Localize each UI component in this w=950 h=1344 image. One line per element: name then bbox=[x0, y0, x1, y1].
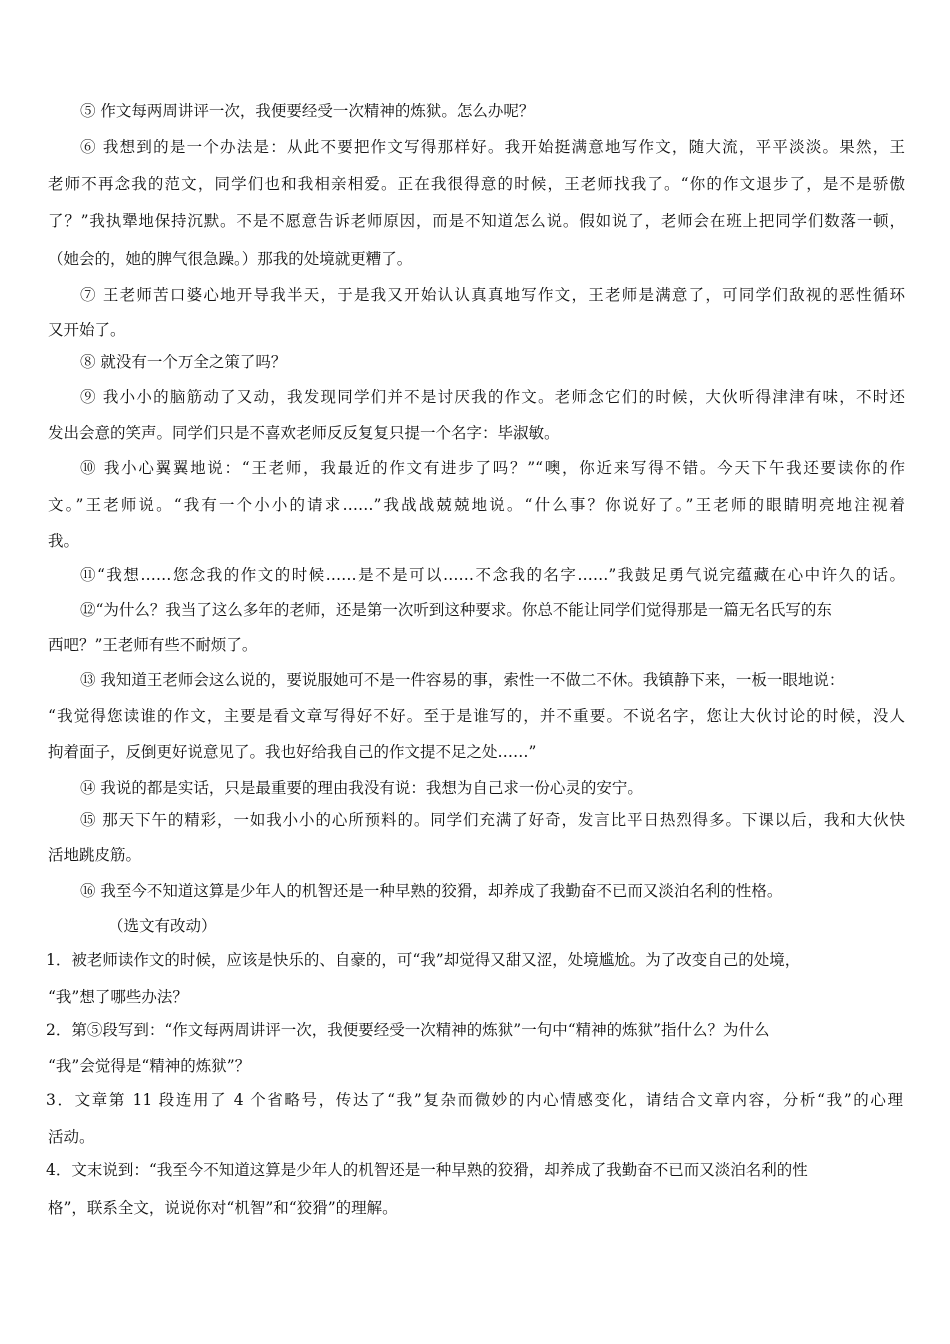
paragraph-line: 活地跳皮筋。 bbox=[48, 846, 142, 864]
paragraph-line: 我。 bbox=[48, 532, 80, 550]
paragraph-line: 又开始了。 bbox=[48, 321, 126, 339]
paragraph-line: “我觉得您读谁的作文，主要是看文章写得好不好。至于是谁写的，并不重要。不说名字，您让大伙讨论的时候，没人 bbox=[48, 707, 905, 725]
paragraph-line: 文。”王老师说。“我有一个小小的请求……”我战战兢兢地说。“什么事？你说好了。”王老师的眼睛明亮地注视着 bbox=[48, 496, 905, 514]
paragraph-line: ⑤ 作文每两周讲评一次，我便要经受一次精神的炼狱。怎么办呢？ bbox=[80, 102, 535, 120]
question-line: 4．文末说到：“我至今不知道这算是少年人的机智还是一种早熟的狡猾，却养成了我勤奋不已而又淡泊名利的性 bbox=[46, 1161, 808, 1179]
paragraph-line: 老师不再念我的范文，同学们也和我相亲相爱。正在我很得意的时候，王老师找我了。“你的作文退步了，是不是骄傲 bbox=[48, 175, 905, 193]
paragraph-line: 西吧？”王老师有些不耐烦了。 bbox=[48, 636, 258, 654]
paragraph-line: 发出会意的笑声。同学们只是不喜欢老师反反复复只提一个名字：毕淑敏。 bbox=[48, 424, 560, 442]
paragraph-line: （她会的，她的脾气很急躁。）那我的处境就更糟了。 bbox=[48, 250, 413, 268]
paragraph-line: ⑯ 我至今不知道这算是少年人的机智还是一种早熟的狡猾，却养成了我勤奋不已而又淡泊名利的性格。 bbox=[80, 882, 783, 900]
question-line: “我”想了哪些办法？ bbox=[48, 988, 188, 1006]
question-line: 2．第⑤段写到：“作文每两周讲评一次，我便要经受一次精神的炼狱”一句中“精神的炼狱”指什么？为什么 bbox=[46, 1021, 770, 1039]
question-line: 格”，联系全文，说说你对“机智”和“狡猾”的理解。 bbox=[48, 1199, 398, 1217]
question-line: 3．文章第 11 段连用了 4 个省略号，传达了“我”复杂而微妙的内心情感变化，请结合文章内容，分析“我”的心理 bbox=[46, 1091, 903, 1109]
paragraph-line: ⑦ 王老师苦口婆心地开导我半天，于是我又开始认认真真地写作文，王老师是满意了，可同学们敌视的恶性循环 bbox=[80, 286, 905, 304]
question-line: “我”会觉得是“精神的炼狱”？ bbox=[48, 1057, 251, 1075]
paragraph-line: 拘着面子，反倒更好说意见了。我也好给我自己的作文提不足之处……” bbox=[48, 743, 537, 761]
paragraph-line: ⑩ 我小心翼翼地说：“王老师，我最近的作文有进步了吗？”“噢，你近来写得不错。今天下午我还要读你的作 bbox=[80, 459, 905, 477]
paragraph-line: 了？”我执犟地保持沉默。不是不愿意告诉老师原因，而是不知道怎么说。假如说了，老师会在班上把同学们数落一顿， bbox=[48, 212, 905, 230]
paragraph-line: ⑬ 我知道王老师会这么说的，要说服她可不是一件容易的事，索性一不做二不休。我镇静下来，一板一眼地说： bbox=[80, 671, 845, 689]
paragraph-line: ⑧ 就没有一个万全之策了吗？ bbox=[80, 353, 287, 371]
question-line: 活动。 bbox=[48, 1128, 95, 1146]
paragraph-line: ⑮ 那天下午的精彩，一如我小小的心所预料的。同学们充满了好奇，发言比平日热烈得多。下课以后，我和大伙快 bbox=[80, 811, 905, 829]
paragraph-line: ⑫“为什么？我当了这么多年的老师，还是第一次听到这种要求。你总不能让同学们觉得那是一篇无名氏写的东 bbox=[80, 601, 832, 619]
paragraph-line: ⑪“我想……您念我的作文的时候……是不是可以……不念我的名字……”我鼓足勇气说完蕴藏在心中许久的话。 bbox=[80, 566, 905, 584]
question-line: 1．被老师读作文的时候，应该是快乐的、自豪的，可“我”却觉得又甜又涩，处境尴尬。为了改变自己的处境， bbox=[46, 951, 801, 969]
source-note: （选文有改动） bbox=[108, 917, 217, 935]
paragraph-line: ⑨ 我小小的脑筋动了又动，我发现同学们并不是讨厌我的作文。老师念它们的时候，大伙听得津津有味，不时还 bbox=[80, 388, 905, 406]
paragraph-line: ⑥ 我想到的是一个办法是：从此不要把作文写得那样好。我开始挺满意地写作文，随大流，平平淡淡。果然，王 bbox=[80, 138, 905, 156]
paragraph-line: ⑭ 我说的都是实话，只是最重要的理由我没有说：我想为自己求一份心灵的安宁。 bbox=[80, 779, 643, 797]
